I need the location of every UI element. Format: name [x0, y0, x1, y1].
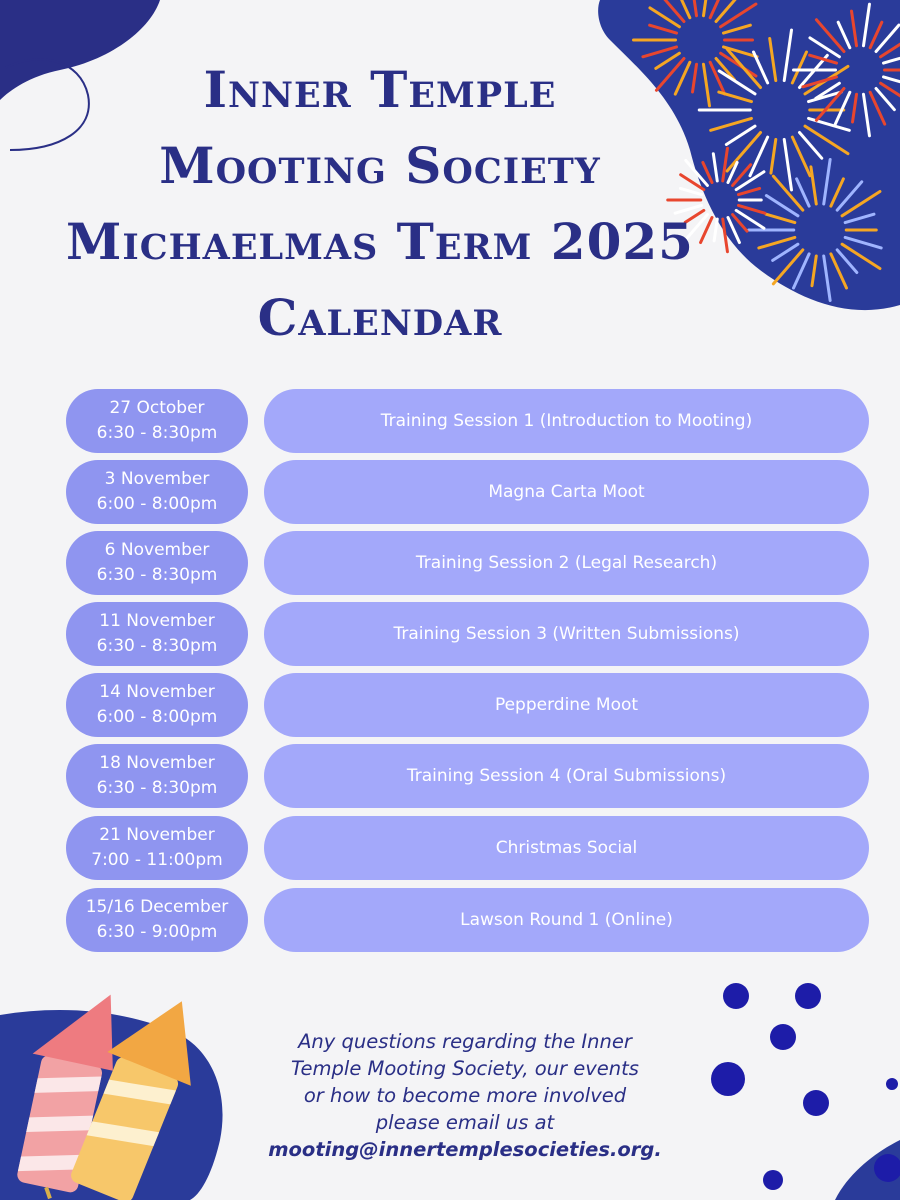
event-row [66, 531, 870, 595]
event-date: 21 November [99, 825, 215, 845]
event-name: Christmas Social [264, 816, 869, 880]
date-pill [66, 888, 248, 952]
event-row [66, 888, 870, 952]
date-pill [66, 531, 248, 595]
date-pill [66, 744, 248, 808]
event-date: 6 November [104, 540, 210, 560]
date-pill [66, 602, 248, 666]
event-time: 6:30 - 9:00pm [96, 922, 218, 942]
event-name: Training Session 3 (Written Submissions) [264, 602, 869, 666]
contact-line: please email us at [375, 1111, 555, 1134]
event-row [66, 744, 870, 808]
event-time: 6:30 - 8:30pm [96, 423, 218, 443]
contact-line: Temple Mooting Society, our events [291, 1057, 639, 1080]
event-name: Pepperdine Moot [264, 673, 869, 737]
title-line: Michaelmas Term 2025 [66, 212, 694, 271]
event-row [66, 673, 870, 737]
rockets-bottom-left-icon [0, 981, 223, 1200]
date-pill [66, 673, 248, 737]
event-time: 6:00 - 8:00pm [96, 707, 218, 727]
event-date: 3 November [104, 469, 210, 489]
event-row [66, 602, 870, 666]
contact-note [250, 1028, 680, 1163]
event-date: 18 November [99, 753, 215, 773]
event-date: 14 November [99, 682, 215, 702]
event-time: 6:30 - 8:30pm [96, 636, 218, 656]
event-time: 7:00 - 11:00pm [91, 850, 223, 870]
dots-bottom-right-icon [711, 983, 900, 1200]
contact-line: or how to become more involved [303, 1084, 627, 1107]
event-row [66, 816, 870, 880]
event-row [66, 460, 870, 524]
event-date: 15/16 December [85, 897, 229, 917]
event-date: 11 November [99, 611, 215, 631]
date-pill [66, 460, 248, 524]
date-pill [66, 389, 248, 453]
event-name: Lawson Round 1 (Online) [264, 888, 869, 952]
event-name: Training Session 2 (Legal Research) [264, 531, 869, 595]
event-date: 27 October [109, 398, 205, 418]
title-line: Calendar [257, 288, 503, 347]
event-time: 6:30 - 8:30pm [96, 565, 218, 585]
event-row [66, 389, 870, 453]
event-name: Training Session 1 (Introduction to Mooting) [264, 389, 869, 453]
title-line: Mooting Society [159, 136, 601, 195]
contact-email[interactable]: mooting@innertemplesocieties.org. [268, 1138, 662, 1161]
event-name: Training Session 4 (Oral Submissions) [264, 744, 869, 808]
contact-line: Any questions regarding the Inner [298, 1030, 632, 1053]
event-name: Magna Carta Moot [264, 460, 869, 524]
date-pill [66, 816, 248, 880]
title-line: Inner Temple [203, 60, 557, 119]
event-time: 6:30 - 8:30pm [96, 778, 218, 798]
event-time: 6:00 - 8:00pm [96, 494, 218, 514]
page-title [0, 52, 760, 356]
